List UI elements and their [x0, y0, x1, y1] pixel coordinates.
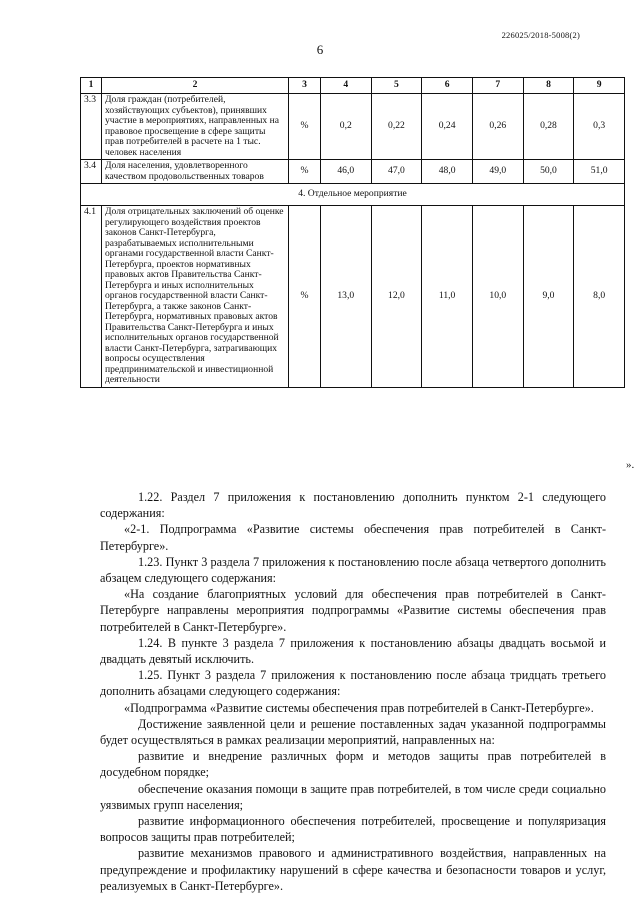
unit-cell: %	[289, 206, 321, 388]
value-cell: 0,26	[472, 94, 523, 160]
value-cell: 11,0	[422, 206, 473, 388]
row-number: 4.1	[81, 206, 102, 388]
value-cell: 49,0	[472, 160, 523, 184]
column-header: 5	[371, 78, 422, 94]
table-row	[81, 206, 625, 388]
value-cell: 0,2	[320, 94, 371, 160]
value-cell: 51,0	[574, 160, 625, 184]
paragraph: Достижение заявленной цели и решение поставленных задач указанной подпрограммы будет осуществляться в рамках реализации мероприятий, направленных на:	[100, 716, 606, 748]
column-header: 8	[523, 78, 574, 94]
paragraph: «2-1. Подпрограмма «Развитие системы обеспечения прав потребителей в Санкт-Петербурге».	[100, 522, 606, 553]
value-cell: 0,24	[422, 94, 473, 160]
section-header: 4. Отдельное мероприятие	[81, 184, 625, 206]
value-cell: 0,3	[574, 94, 625, 160]
value-cell: 47,0	[371, 160, 422, 184]
indicator-name: Доля отрицательных заключений об оценке регулирующего воздействия проектов законов Санкт-Петербурга, разрабатываемых исполнительными органами государственной власти Санкт-Петербурга, проектов нормативных правовых актов Правительства Санкт-Петербурга и иных исполнительных органов государственной власти Санкт-Петербурга, а также законов Санкт-Петербурга, нормативных правовых актов Правительства Санкт-Петербурга и иных исполнительных органов государственной власти Санкт-Петербурга, затрагивающих вопросы осуществления предпринимательской и инвестиционной деятельности	[102, 206, 289, 388]
row-number: 3.4	[81, 160, 102, 184]
value-cell: 48,0	[422, 160, 473, 184]
column-header: 3	[289, 78, 321, 94]
value-cell: 0,28	[523, 94, 574, 160]
paragraph: 1.24. В пункте 3 раздела 7 приложения к постановлению абзацы двадцать восьмой и двадцать девятый исключить.	[100, 635, 606, 667]
paragraph: 1.22. Раздел 7 приложения к постановлению дополнить пунктом 2-1 следующего содержания:	[100, 490, 606, 521]
unit-cell: %	[289, 160, 321, 184]
paragraph: 1.25. Пункт 3 раздела 7 приложения к постановлению после абзаца тридцать третьего дополнить абзацами следующего содержания:	[100, 668, 606, 699]
paragraph: развитие и внедрение различных форм и методов защиты прав потребителей в досудебном порядке;	[100, 749, 606, 780]
value-cell: 50,0	[523, 160, 574, 184]
paragraph: обеспечение оказания помощи в защите прав потребителей, в том числе среди социально уязвимых групп населения;	[100, 781, 606, 812]
value-cell: 13,0	[320, 206, 371, 388]
column-header: 7	[472, 78, 523, 94]
page-number: 6	[316, 42, 324, 57]
paragraph: развитие механизмов правового и административного воздействия, направленных на предупреждение и профилактику нарушений в сфере качества и безопасности товаров и услуг, реализуемых в Санкт-Петербурге».	[100, 846, 606, 893]
unit-cell: %	[289, 94, 321, 160]
indicators-table	[80, 77, 625, 388]
value-cell: 8,0	[574, 206, 625, 388]
paragraph: развитие информационного обеспечения потребителей, просвещение и популяризация вопросов защиты прав потребителей;	[100, 814, 606, 845]
indicator-name: Доля граждан (потребителей, хозяйствующих субъектов), принявших участие в мероприятиях, направленных на правовое просвещение в сфере защиты прав потребителей в расчете на 1 тыс. человек населения	[102, 94, 289, 160]
column-header: 6	[422, 78, 473, 94]
value-cell: 0,22	[371, 94, 422, 160]
table-closing-quote: ».	[626, 459, 635, 471]
value-cell: 12,0	[371, 206, 422, 388]
value-cell: 9,0	[523, 206, 574, 388]
section-row	[81, 184, 625, 206]
table-header-row	[81, 78, 625, 94]
paragraph: 1.23. Пункт 3 раздела 7 приложения к постановлению после абзаца четвертого дополнить абзацем следующего содержания:	[100, 554, 606, 586]
document-body	[100, 489, 606, 894]
document-number: 226025/2018-5008(2)	[501, 30, 580, 40]
table-row	[81, 160, 625, 184]
column-header: 9	[574, 78, 625, 94]
row-number: 3.3	[81, 94, 102, 160]
table-row	[81, 94, 625, 160]
value-cell: 10,0	[472, 206, 523, 388]
column-header: 2	[102, 78, 289, 94]
column-header: 1	[81, 78, 102, 94]
column-header: 4	[320, 78, 371, 94]
value-cell: 46,0	[320, 160, 371, 184]
indicator-name: Доля населения, удовлетворенного качеством продовольственных товаров	[102, 160, 289, 184]
paragraph: «Подпрограмма «Развитие системы обеспечения прав потребителей в Санкт-Петербурге».	[124, 700, 594, 715]
paragraph: «На создание благоприятных условий для обеспечения прав потребителей в Санкт-Петербурге направлены мероприятия подпрограммы «Развитие системы обеспечения прав потребителей в Санкт-Петербурге».	[100, 587, 606, 634]
